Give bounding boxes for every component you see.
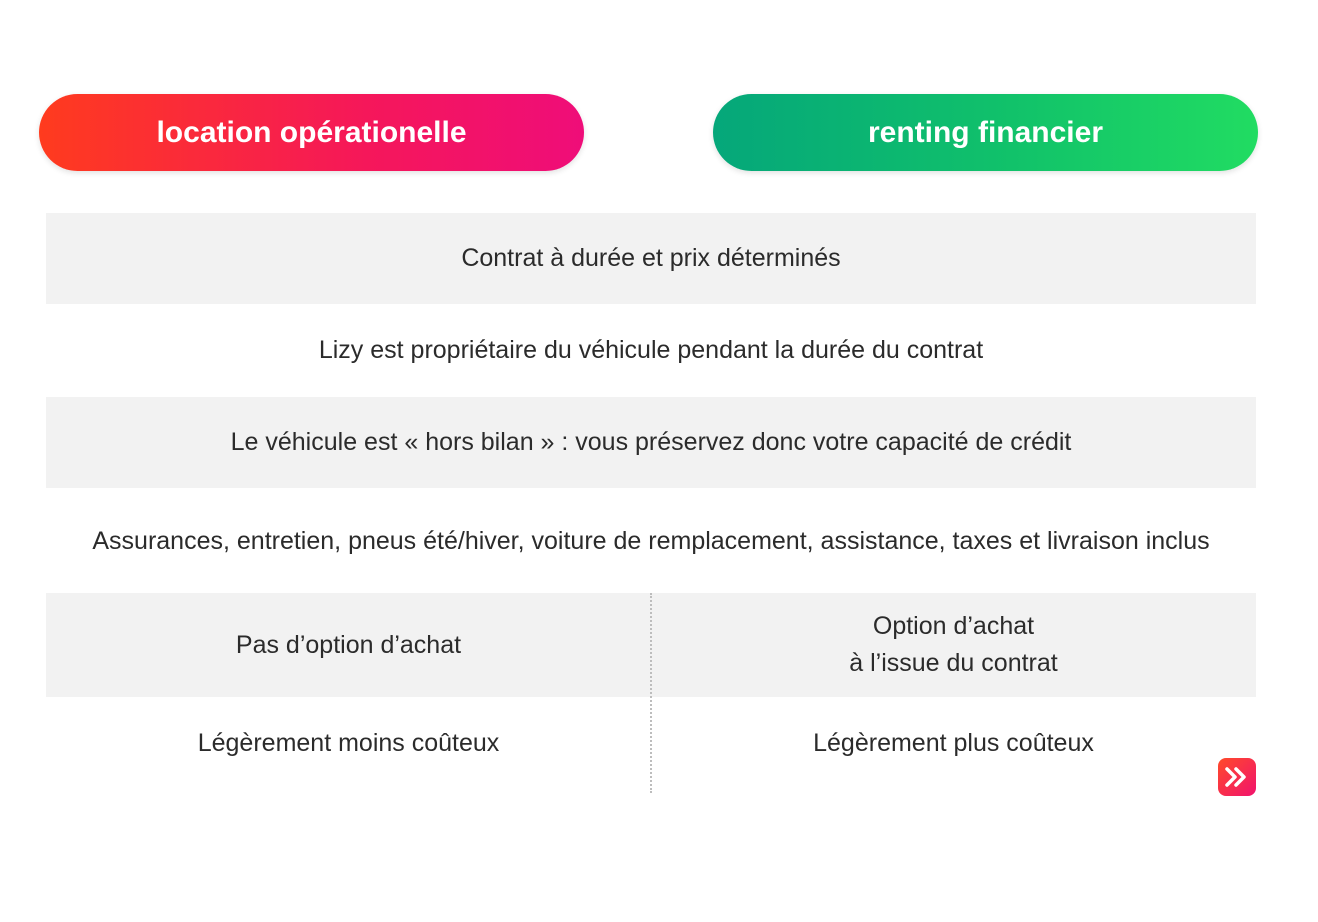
feature-row-services-included [46,489,1256,593]
comparison-text-stack [849,608,1057,682]
feature-text: Contrat à durée et prix déterminés [461,244,841,272]
comparison-cell-right [651,697,1256,789]
comparison-text: Pas d’option d’achat [235,630,462,659]
feature-text: Assurances, entretien, pneus été/hiver, voiture de remplacement, assistance, taxes et livraison inclus [92,526,1210,555]
header-operational-lease-label: location opérationelle [156,115,467,149]
comparison-cell-left [46,697,651,789]
comparison-text: Option d’achat [872,612,1035,640]
comparison-text: à l’issue du contrat [849,649,1058,677]
comparison-cell-right [651,593,1256,697]
feature-row-ownership [46,304,1256,396]
header-financial-renting-label: renting financier [867,115,1104,149]
comparison-text: Légèrement moins coûteux [197,728,500,757]
comparison-text: Légèrement plus coûteux [813,728,1094,757]
feature-text: Lizy est propriétaire du véhicule pendant la durée du contrat [318,335,984,364]
header-financial-renting [713,94,1258,171]
double-chevron-right-icon [1224,766,1250,788]
feature-text: Le véhicule est « hors bilan » : vous préservez donc votre capacité de crédit [230,428,1072,456]
feature-row-fixed-contract [46,213,1256,304]
brand-logo [1218,758,1256,796]
header-operational-lease [39,94,584,171]
feature-row-off-balance [46,397,1256,488]
column-divider [650,593,652,793]
comparison-cell-left [46,593,651,697]
